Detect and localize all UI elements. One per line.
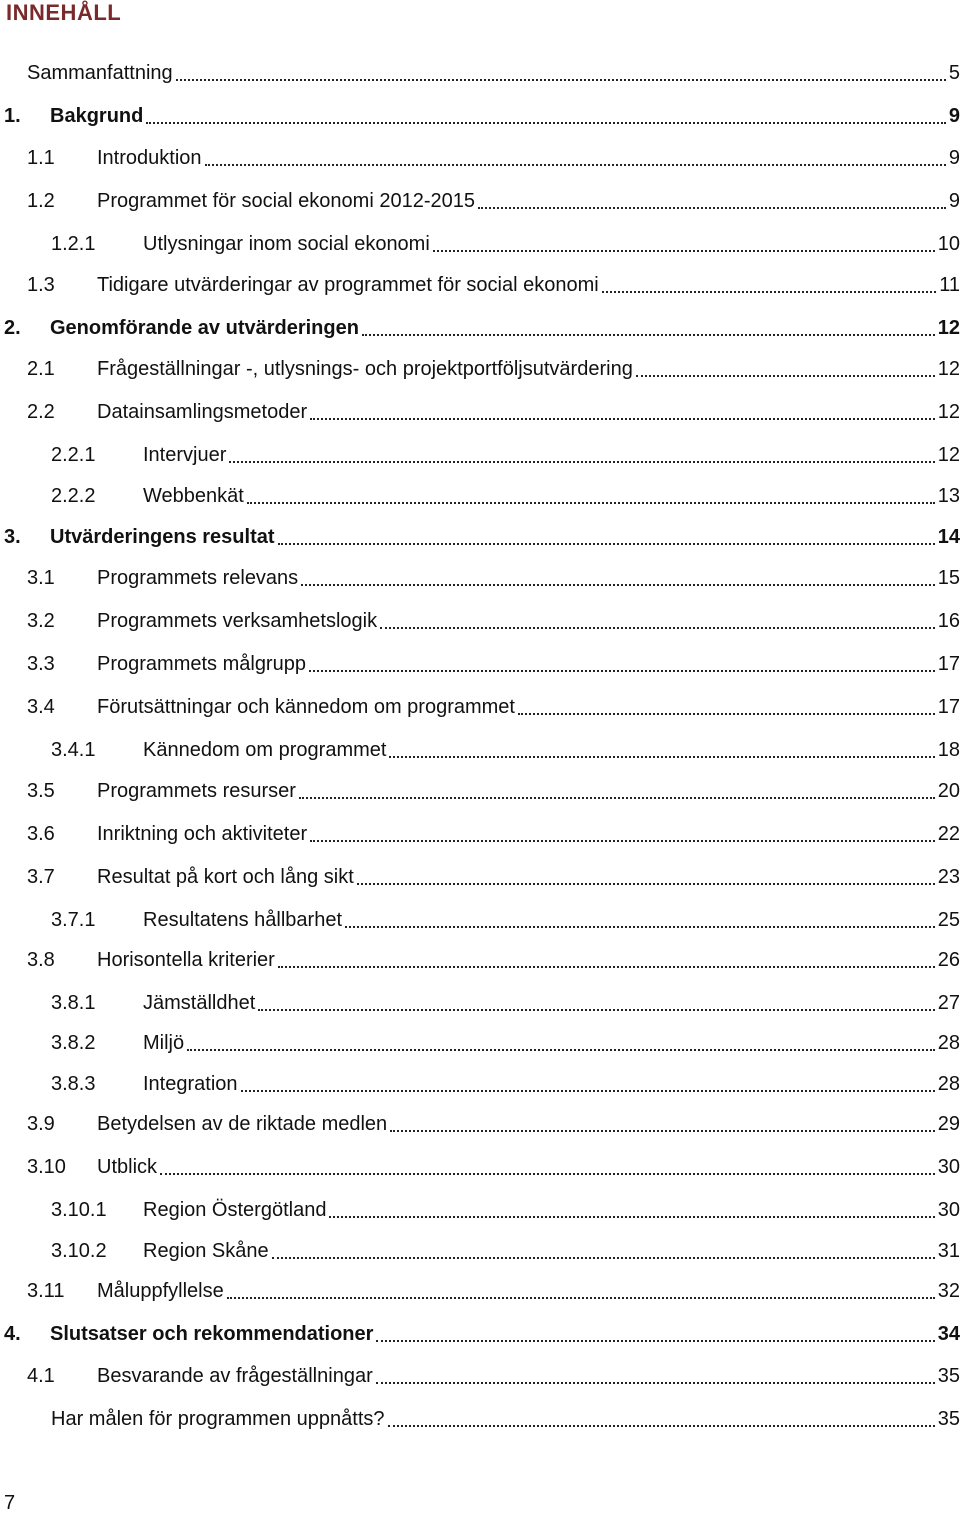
toc-entry[interactable] <box>27 777 960 805</box>
toc-dot-leader <box>247 502 935 504</box>
toc-dot-leader <box>258 1009 934 1011</box>
toc-entry-page: 31 <box>937 1240 960 1262</box>
toc-dot-leader <box>376 1340 934 1342</box>
toc-entry-page: 13 <box>937 485 960 507</box>
toc-entry[interactable] <box>27 1110 960 1138</box>
toc-entry-title: Horisontella kriterier <box>97 949 275 971</box>
toc-heading: INNEHÅLL <box>6 0 122 25</box>
toc-entry-page: 30 <box>937 1199 960 1221</box>
toc-entry-page: 5 <box>948 62 960 84</box>
toc-entry-title: Slutsatser och rekommendationer <box>50 1323 374 1345</box>
toc-dot-leader <box>389 756 934 758</box>
toc-entry-page: 34 <box>937 1323 960 1345</box>
toc-entry-title: Integration <box>143 1073 238 1095</box>
toc-entry-page: 25 <box>937 909 960 931</box>
toc-entry[interactable] <box>27 144 960 172</box>
toc-entry-page: 15 <box>937 567 960 589</box>
toc-entry-number: 2.2.2 <box>51 485 96 507</box>
toc-entry-title: Jämställdhet <box>143 992 256 1014</box>
toc-entry-page: 26 <box>937 949 960 971</box>
toc-entry-title: Introduktion <box>97 147 202 169</box>
toc-entry-page: 32 <box>937 1280 960 1302</box>
toc-dot-leader <box>278 966 935 968</box>
toc-entry[interactable] <box>51 736 960 764</box>
toc-entry-number: 3.8.2 <box>51 1032 96 1054</box>
toc-entry-title: Region Östergötland <box>143 1199 327 1221</box>
toc-entry-title: Programmets relevans <box>97 567 299 589</box>
toc-entry-number: 1.2 <box>27 190 55 212</box>
toc-entry[interactable] <box>27 1153 960 1181</box>
toc-entry[interactable] <box>4 102 960 130</box>
toc-entry[interactable] <box>51 989 960 1017</box>
toc-dot-leader <box>205 164 946 166</box>
toc-dot-leader <box>345 926 935 928</box>
toc-entry[interactable] <box>27 398 960 426</box>
toc-entry-number: 4.1 <box>27 1365 55 1387</box>
toc-entry[interactable] <box>27 607 960 635</box>
toc-entry-number: 3.7.1 <box>51 909 96 931</box>
toc-entry[interactable] <box>27 1362 960 1390</box>
toc-entry-number: 3.8.3 <box>51 1073 96 1095</box>
toc-entry-title: Utvärderingens resultat <box>50 526 275 548</box>
toc-dot-leader <box>227 1297 935 1299</box>
toc-entry-page: 28 <box>937 1032 960 1054</box>
toc-entry-title: Har målen för programmen uppnåtts? <box>51 1408 385 1430</box>
toc-dot-leader <box>146 122 946 124</box>
toc-dot-leader <box>380 627 935 629</box>
toc-entry-number: 3.6 <box>27 823 55 845</box>
toc-entry[interactable] <box>27 1277 960 1305</box>
toc-dot-leader <box>310 418 935 420</box>
toc-entry-page: 12 <box>937 401 960 423</box>
toc-entry-title: Måluppfyllelse <box>97 1280 224 1302</box>
toc-entry-page: 14 <box>937 526 960 548</box>
toc-entry[interactable] <box>51 1237 960 1265</box>
toc-entry-number: 3.10.2 <box>51 1240 107 1262</box>
toc-entry-page: 12 <box>937 317 960 339</box>
toc-entry[interactable] <box>51 1405 960 1433</box>
toc-entry-page: 9 <box>948 105 960 127</box>
toc-entry[interactable] <box>51 1029 960 1057</box>
toc-dot-leader <box>229 461 934 463</box>
toc-entry-title: Intervjuer <box>143 444 227 466</box>
toc-entry-number: 3.8.1 <box>51 992 96 1014</box>
toc-entry[interactable] <box>27 564 960 592</box>
toc-entry-page: 9 <box>948 147 960 169</box>
toc-entry-number: 3.3 <box>27 653 55 675</box>
toc-entry-page: 29 <box>937 1113 960 1135</box>
page-number: 7 <box>4 1492 16 1514</box>
toc-entry-title: Utblick <box>97 1156 158 1178</box>
toc-entry[interactable] <box>51 230 960 258</box>
toc-entry-title: Förutsättningar och kännedom om programmet <box>97 696 515 718</box>
toc-dot-leader <box>636 375 935 377</box>
toc-entry[interactable] <box>51 1070 960 1098</box>
toc-dot-leader <box>176 79 946 81</box>
toc-entry-page: 9 <box>948 190 960 212</box>
toc-dot-leader <box>362 334 935 336</box>
toc-dot-leader <box>278 543 935 545</box>
toc-entry-title: Betydelsen av de riktade medlen <box>97 1113 388 1135</box>
toc-dot-leader <box>310 840 935 842</box>
toc-entry[interactable] <box>27 946 960 974</box>
toc-entry-title: Inriktning och aktiviteter <box>97 823 308 845</box>
toc-entry-title: Miljö <box>143 1032 185 1054</box>
toc-dot-leader <box>160 1173 935 1175</box>
toc-entry-number: 3. <box>4 526 21 548</box>
toc-entry-page: 35 <box>937 1408 960 1430</box>
toc-entry[interactable] <box>27 693 960 721</box>
toc-dot-leader <box>187 1049 935 1051</box>
toc-entry-title: Webbenkät <box>143 485 244 507</box>
toc-entry-title: Frågeställningar -, utlysnings- och projektportföljsutvärdering <box>97 358 633 380</box>
toc-entry-page: 30 <box>937 1156 960 1178</box>
toc-entry-title: Region Skåne <box>143 1240 269 1262</box>
toc-entry-title: Programmet för social ekonomi 2012-2015 <box>97 190 475 212</box>
toc-entry-page: 17 <box>937 696 960 718</box>
toc-entry[interactable] <box>51 1196 960 1224</box>
toc-entry-number: 3.8 <box>27 949 55 971</box>
toc-entry-title: Bakgrund <box>50 105 144 127</box>
toc-entry-number: 3.9 <box>27 1113 55 1135</box>
toc-entry-page: 35 <box>937 1365 960 1387</box>
toc-entry-title: Programmets resurser <box>97 780 296 802</box>
toc-entry-number: 3.10 <box>27 1156 66 1178</box>
toc-dot-leader <box>518 713 935 715</box>
toc-dot-leader <box>478 207 946 209</box>
toc-entry[interactable] <box>51 441 960 469</box>
toc-entry[interactable] <box>27 863 960 891</box>
toc-entry-number: 1. <box>4 105 21 127</box>
toc-entry-title: Resultat på kort och lång sikt <box>97 866 354 888</box>
toc-entry-title: Kännedom om programmet <box>143 739 387 761</box>
toc-entry-title: Genomförande av utvärderingen <box>50 317 359 339</box>
toc-entry[interactable] <box>4 523 960 551</box>
toc-entry[interactable] <box>51 906 960 934</box>
toc-entry-page: 11 <box>939 274 960 296</box>
toc-dot-leader <box>433 250 935 252</box>
toc-entry-number: 4. <box>4 1323 21 1345</box>
toc-entry-number: 3.1 <box>27 567 55 589</box>
toc-entry-number: 3.4 <box>27 696 55 718</box>
toc-entry-page: 10 <box>937 233 960 255</box>
toc-dot-leader <box>388 1425 935 1427</box>
toc-entry[interactable] <box>27 650 960 678</box>
toc-entry-number: 3.4.1 <box>51 739 96 761</box>
toc-entry-number: 3.2 <box>27 610 55 632</box>
toc-entry-page: 18 <box>937 739 960 761</box>
toc-entry-number: 3.10.1 <box>51 1199 107 1221</box>
toc-entry-number: 2.1 <box>27 358 55 380</box>
toc-entry-title: Resultatens hållbarhet <box>143 909 343 931</box>
toc-entry-page: 27 <box>937 992 960 1014</box>
toc-dot-leader <box>272 1257 935 1259</box>
toc-dot-leader <box>376 1382 935 1384</box>
toc-dot-leader <box>357 883 935 885</box>
toc-dot-leader <box>390 1130 935 1132</box>
toc-dot-leader <box>602 291 937 293</box>
toc-dot-leader <box>309 670 935 672</box>
toc-entry-page: 12 <box>937 444 960 466</box>
toc-entry-title: Utlysningar inom social ekonomi <box>143 233 430 255</box>
toc-entry-page: 22 <box>937 823 960 845</box>
toc-dot-leader <box>299 797 935 799</box>
toc-entry[interactable] <box>27 271 960 299</box>
toc-entry[interactable] <box>4 314 960 342</box>
toc-entry-number: 1.3 <box>27 274 55 296</box>
toc-dot-leader <box>241 1090 935 1092</box>
toc-entry-number: 2.2 <box>27 401 55 423</box>
toc-entry-title: Besvarande av frågeställningar <box>97 1365 373 1387</box>
toc-entry-page: 12 <box>937 358 960 380</box>
toc-entry-number: 3.11 <box>27 1280 65 1302</box>
toc-entry-title: Datainsamlingsmetoder <box>97 401 308 423</box>
toc-dot-leader <box>301 584 935 586</box>
toc-entry-title: Tidigare utvärderingar av programmet för social ekonomi <box>97 274 599 296</box>
toc-entry[interactable] <box>27 820 960 848</box>
toc-entry[interactable] <box>27 59 960 87</box>
toc-entry[interactable] <box>51 482 960 510</box>
toc-entry-number: 1.1 <box>27 147 55 169</box>
toc-entry-page: 28 <box>937 1073 960 1095</box>
toc-entry-number: 2.2.1 <box>51 444 96 466</box>
toc-entry[interactable] <box>27 355 960 383</box>
toc-entry-page: 23 <box>937 866 960 888</box>
toc-entry-number: 2. <box>4 317 21 339</box>
toc-entry-title: Programmets verksamhetslogik <box>97 610 378 632</box>
toc-entry-number: 1.2.1 <box>51 233 96 255</box>
toc-entry-title: Sammanfattning <box>27 62 173 84</box>
toc-entry[interactable] <box>27 187 960 215</box>
toc-entry-number: 3.7 <box>27 866 55 888</box>
toc-entry-number: 3.5 <box>27 780 55 802</box>
toc-entry[interactable] <box>4 1320 960 1348</box>
toc-entry-page: 20 <box>937 780 960 802</box>
toc-entry-page: 17 <box>937 653 960 675</box>
toc-entry-page: 16 <box>937 610 960 632</box>
toc-entry-title: Programmets målgrupp <box>97 653 306 675</box>
toc-dot-leader <box>329 1216 934 1218</box>
